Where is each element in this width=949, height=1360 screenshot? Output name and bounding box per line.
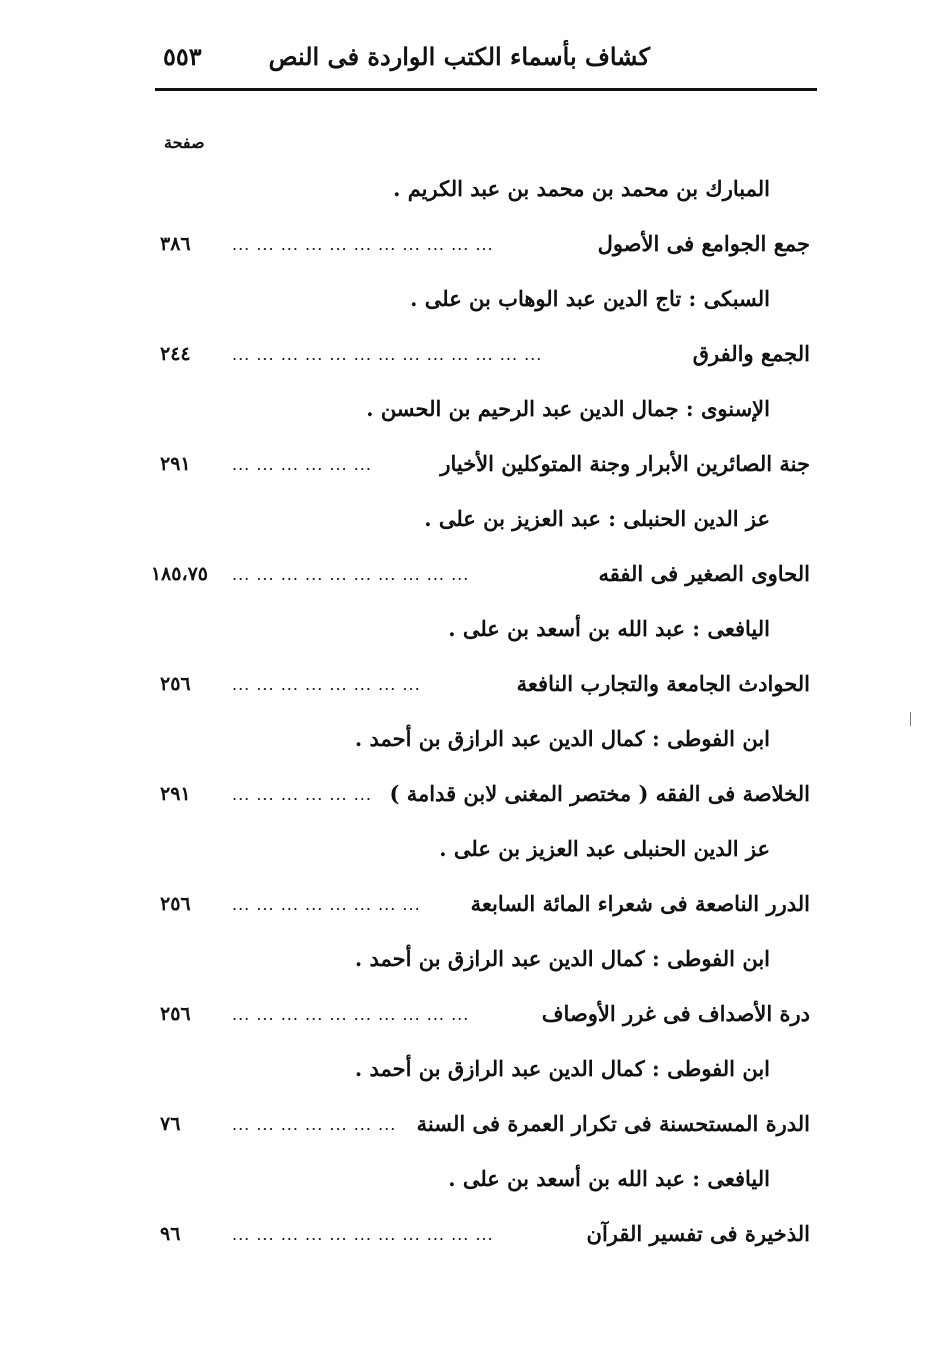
dot-leader: ... ... ... ... ... ...: [232, 785, 372, 804]
dot-leader: ... ... ... ... ... ... ... ... ... ... ... ... ...: [232, 345, 543, 364]
page-column-heading: صفحة: [164, 133, 205, 152]
author-name: اليافعى : عبد الله بن أسعد بن على .: [448, 1166, 770, 1191]
author-line: [160, 168, 810, 223]
author-line: [160, 828, 810, 883]
index-entry: [160, 993, 810, 1048]
dot-leader: ... ... ... ... ... ... ... ... ... ... ...: [232, 235, 494, 254]
author-line: [160, 1158, 810, 1213]
author-name: اليافعى : عبد الله بن أسعد بن على .: [448, 616, 770, 641]
author-name: ابن الفوطى : كمال الدين عبد الرازق بن أحمد .: [354, 726, 770, 751]
page-reference: ٣٨٦: [160, 233, 191, 255]
index-entry: [160, 333, 810, 388]
page-number: ٥٥٣: [163, 42, 202, 71]
author-line: [160, 278, 810, 333]
author-name: المبارك بن محمد بن محمد بن عبد الكريم .: [393, 176, 770, 201]
page-reference: ٧٦: [160, 1113, 181, 1135]
book-title: الدرة المستحسنة فى تكرار العمرة فى السنة: [407, 1111, 810, 1136]
dot-leader: ... ... ... ... ... ... ... ... ... ...: [232, 565, 470, 584]
index-entry: [160, 883, 810, 938]
page-reference: ٢٥٦: [160, 673, 191, 695]
author-name: ابن الفوطى : كمال الدين عبد الرازق بن أحمد .: [354, 1056, 770, 1081]
index-entry: [160, 223, 810, 278]
running-title: كشاف بأسماء الكتب الواردة فى النص: [268, 42, 650, 71]
dot-leader: ... ... ... ... ... ... ... ...: [232, 895, 421, 914]
index-entry: [160, 773, 810, 828]
page-header: [155, 38, 815, 88]
index-entry: [160, 1103, 810, 1158]
dot-leader: ... ... ... ... ... ...: [232, 455, 372, 474]
page-reference: ٩٦: [160, 1223, 181, 1245]
dot-leader: ... ... ... ... ... ... ... ... ... ...: [232, 1005, 470, 1024]
book-title: جمع الجوامع فى الأصول: [588, 231, 810, 256]
book-title: الذخيرة فى تفسير القرآن: [577, 1221, 810, 1246]
page-reference: ١٨٥،٧٥: [150, 563, 208, 585]
index-entry: [150, 553, 810, 608]
page-reference: ٢٤٤: [160, 343, 191, 365]
page-reference: ٢٥٦: [160, 1003, 191, 1025]
author-name: عز الدين الحنبلى عبد العزيز بن على .: [439, 836, 770, 861]
dot-leader: ... ... ... ... ... ... ...: [232, 1115, 397, 1134]
book-title: الخلاصة فى الفقه ( مختصر المغنى لابن قدامة ): [379, 781, 810, 806]
author-line: [160, 718, 810, 773]
author-line: [160, 388, 810, 443]
author-line: [160, 608, 810, 663]
page-reference: ٢٩١: [160, 783, 191, 805]
author-line: [160, 938, 810, 993]
author-name: عز الدين الحنبلى : عبد العزيز بن على .: [424, 506, 770, 531]
page-reference: ٢٥٦: [160, 893, 191, 915]
author-line: [160, 1048, 810, 1103]
index-entries: [150, 168, 810, 1268]
header-rule: [155, 88, 817, 91]
page-reference: ٢٩١: [160, 453, 191, 475]
book-title: جنة الصائرين الأبرار وجنة المتوكلين الأخيار: [430, 451, 810, 476]
margin-mark: [910, 712, 911, 726]
book-title: الحوادث الجامعة والتجارب النافعة: [507, 671, 810, 696]
book-title: درة الأصداف فى غرر الأوصاف: [532, 1001, 810, 1026]
author-name: السبكى : تاج الدين عبد الوهاب بن على .: [410, 286, 770, 311]
book-title: الحاوى الصغير فى الفقه: [589, 561, 810, 586]
dot-leader: ... ... ... ... ... ... ... ...: [232, 675, 421, 694]
author-name: الإسنوى : جمال الدين عبد الرحيم بن الحسن .: [366, 396, 770, 421]
author-name: ابن الفوطى : كمال الدين عبد الرازق بن أحمد .: [354, 946, 770, 971]
book-title: الجمع والفرق: [683, 341, 810, 366]
author-line: [160, 498, 810, 553]
index-entry: [160, 663, 810, 718]
book-title: الدرر الناصعة فى شعراء المائة السابعة: [461, 891, 810, 916]
index-entry: [160, 443, 810, 498]
index-entry: [160, 1213, 810, 1268]
dot-leader: ... ... ... ... ... ... ... ... ... ... ...: [232, 1225, 494, 1244]
